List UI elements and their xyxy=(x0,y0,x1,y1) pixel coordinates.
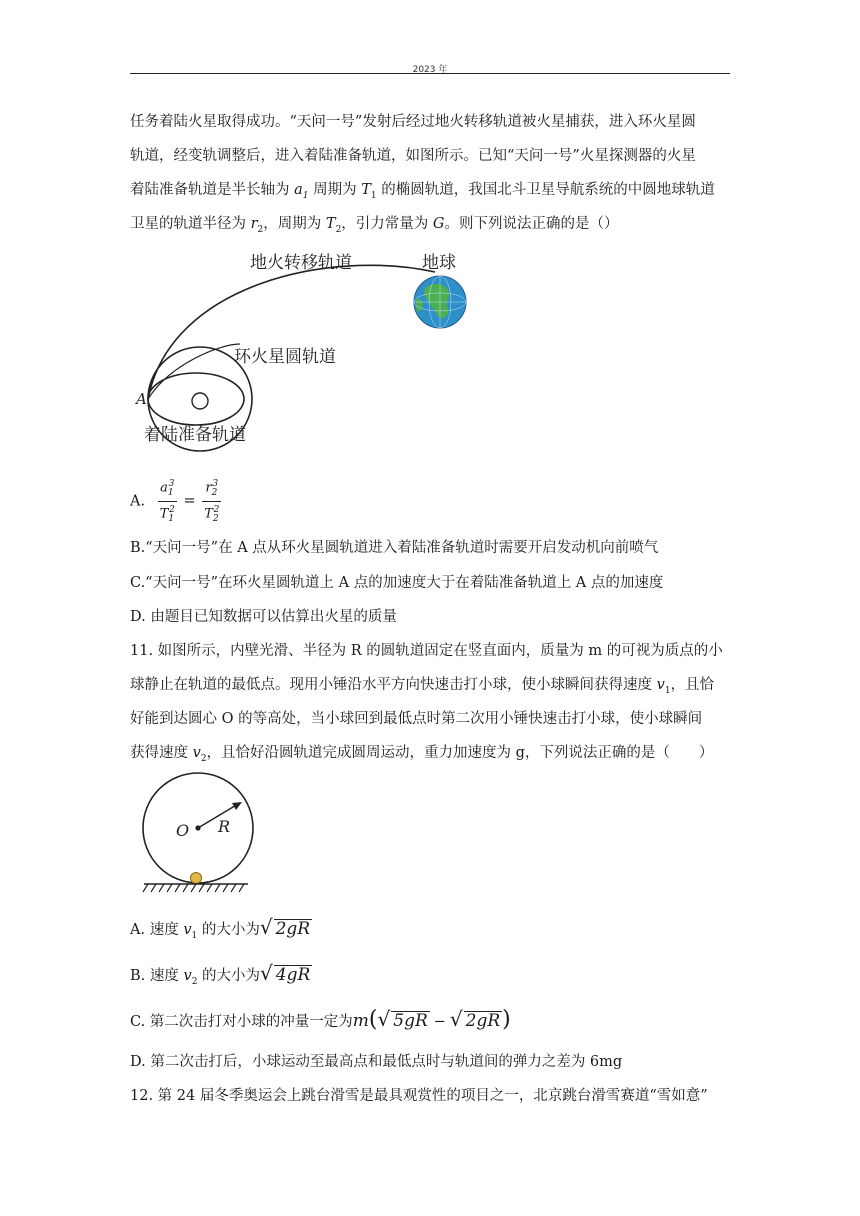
transfer-orbit-curve xyxy=(148,265,435,399)
sqrt-expression: 4gR xyxy=(275,965,311,985)
q10-stem-line4: 卫星的轨道半径为 $r_2$，周期为 $T_2$，引力常量为 G。则下列说法正确的是（） xyxy=(130,216,619,235)
q11-line2: 球静止在轨道的最低点。现用小锤沿水平方向快速击打小球，使小球瞬间获得速度 $v_1$，且恰 xyxy=(130,677,715,696)
sqrt-expression: 2gR xyxy=(275,919,311,939)
page-header: 2023 年 xyxy=(412,65,448,75)
option-text: A. 速度 xyxy=(130,922,184,938)
q10-text: ，引力常量为 xyxy=(341,216,433,232)
q10-text: 着陆准备轨道是半长轴为 xyxy=(130,182,295,198)
fraction-a1-T1: $\frac{a_1^3}{T_1^2}$ xyxy=(158,476,177,527)
q12-line1: 12. 第 24 届冬季奥运会上跳台滑雪是最具观赏性的项目之一，北京跳台滑雪赛道“雪如意” xyxy=(130,1088,708,1104)
var-T2: T xyxy=(325,216,336,232)
q11-text: ，且恰 xyxy=(670,677,715,693)
label-earth: 地球 xyxy=(422,253,456,273)
q11-text: 获得速度 xyxy=(130,745,193,761)
paren-close: ) xyxy=(502,1007,511,1032)
option-text: 的大小为 xyxy=(197,968,261,984)
var-v1: v xyxy=(656,677,665,693)
option-text: C. 第二次击打对小球的冲量一定为 xyxy=(130,1014,353,1030)
var-m: m xyxy=(352,1011,369,1031)
q10-stem-line1: 任务着陆火星取得成功。“天问一号”发射后经过地火转移轨道被火星捕获，进入环火星圆 xyxy=(130,114,696,130)
ground-hatch xyxy=(143,884,244,892)
q10-stem-line2: 轨道，经变轨调整后，进入着陆准备轨道，如图所示。已知“天问一号”火星探测器的火星 xyxy=(130,148,696,164)
paren-open: ( xyxy=(368,1007,378,1032)
q10-text: 。则下列说法正确的是（） xyxy=(444,216,619,232)
sqrt-icon: √ xyxy=(260,961,273,985)
var-a1: $a_1$ xyxy=(294,182,309,201)
q11-line1: 11. 如图所示，内壁光滑、半径为 R 的圆轨道固定在竖直面内，质量为 m 的可视为质点的小 xyxy=(130,643,723,659)
mars-icon xyxy=(192,393,208,409)
minus-sign: − xyxy=(433,1014,446,1030)
orbit-diagram xyxy=(130,244,490,459)
label-transfer-orbit: 地火转移轨道 xyxy=(250,253,352,273)
equals-sign: = xyxy=(183,493,196,510)
label-circular-orbit: 环火星圆轨道 xyxy=(234,347,336,367)
q10-text: 卫星的轨道半径为 xyxy=(130,216,251,232)
option-text: B. 速度 xyxy=(130,968,184,984)
transfer-orbit-inner xyxy=(148,344,240,399)
var-r2: r xyxy=(250,216,258,232)
sqrt-expression: 5gR xyxy=(393,1011,428,1031)
q11-text: ，且恰好沿圆轨道完成圆周运动，重力加速度为 g，下列说法正确的是（ ） xyxy=(206,745,714,761)
sqrt-icon: √ xyxy=(377,1007,391,1031)
q10-option-D: D. 由题目已知数据可以估算出火星的质量 xyxy=(130,609,397,625)
q10-option-C: C.“天问一号”在环火星圆轨道上 A 点的加速度大于在着陆准备轨道上 A 点的加速度 xyxy=(130,575,664,591)
q11-option-D: D. 第二次击打后，小球运动至最高点和最低点时与轨道间的弹力之差为 6mg xyxy=(130,1054,623,1070)
earth-globe-icon xyxy=(414,276,466,328)
q11-option-B: B. 速度 $v_2$ 的大小为√ 4gR xyxy=(130,961,311,987)
var-T1: T xyxy=(361,182,371,198)
q10-text: 的椭圆轨道，我国北斗卫星导航系统的中圆地球轨道 xyxy=(376,182,715,198)
circular-track-diagram xyxy=(140,772,260,896)
header-rule xyxy=(130,73,730,74)
q10-text: ，周期为 xyxy=(263,216,326,232)
q11-line4: 获得速度 $v_2$，且恰好沿圆轨道完成圆周运动，重力加速度为 g，下列说法正确的是（ ） xyxy=(130,745,714,764)
sqrt-icon: √ xyxy=(259,915,273,939)
q10-option-A xyxy=(130,476,221,524)
option-label: A. xyxy=(130,493,146,510)
q11-line3: 好能到达圆心 O 的等高处，当小球回到最低点时第二次用小锤快速击打小球，使小球瞬间 xyxy=(130,711,703,727)
ball-icon xyxy=(191,873,202,884)
sqrt-icon: √ xyxy=(449,1007,463,1031)
label-R: R xyxy=(218,817,231,836)
q10-option-B: B.“天问一号”在 A 点从环火星圆轨道进入着陆准备轨道时需要开启发动机向前喷气 xyxy=(130,540,659,556)
var-v1: v xyxy=(183,922,192,938)
label-point-A: A xyxy=(136,390,147,408)
label-landing-orbit: 着陆准备轨道 xyxy=(144,425,246,445)
var-G: G xyxy=(432,216,445,232)
var-v2: v xyxy=(192,745,201,761)
option-text: 的大小为 xyxy=(197,922,260,938)
q10-stem-line3: 着陆准备轨道是半长轴为 $a_1$ 周期为 $T_1$ 的椭圆轨道，我国北斗卫星导航系统的中圆地球轨道 xyxy=(130,182,715,201)
q10-text: 周期为 xyxy=(308,182,362,198)
fraction-r2-T2: $\frac{r_2^3}{T_2^2}$ xyxy=(202,476,221,527)
var-v2: v xyxy=(183,968,192,984)
sqrt-expression: 2gR xyxy=(465,1011,501,1031)
q11-text: 球静止在轨道的最低点。现用小锤沿水平方向快速击打小球，使小球瞬间获得速度 xyxy=(130,677,657,693)
q11-option-A: A. 速度 $v_1$ 的大小为√ 2gR xyxy=(130,915,311,941)
label-O: O xyxy=(176,821,190,840)
q11-option-C xyxy=(130,1005,511,1036)
